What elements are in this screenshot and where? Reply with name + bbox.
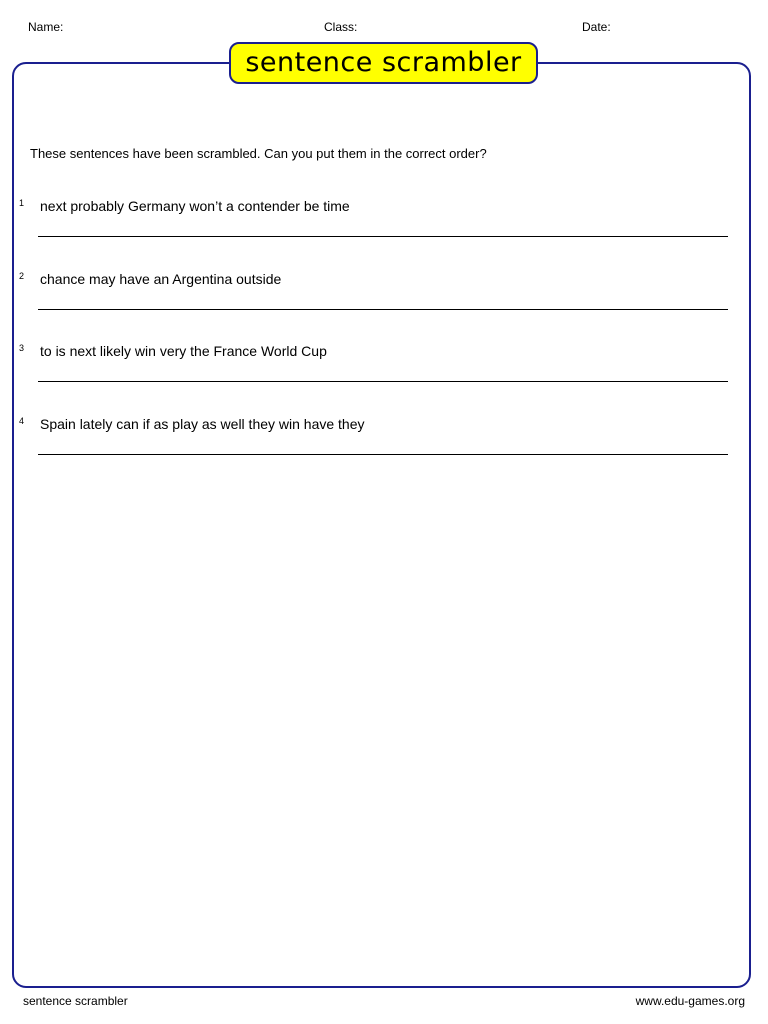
- worksheet-title: sentence scrambler: [229, 42, 538, 84]
- scrambled-sentence: next probably Germany won’t a contender be time: [40, 198, 350, 214]
- footer-title: sentence scrambler: [23, 994, 128, 1008]
- scrambled-sentence: to is next likely win very the France World Cup: [40, 343, 327, 359]
- scrambled-sentence: Spain lately can if as play as well they win have they: [40, 416, 365, 432]
- sentence-item: [0, 343, 768, 403]
- answer-line[interactable]: [38, 454, 728, 455]
- name-label: Name:: [28, 20, 64, 34]
- instructions-text: These sentences have been scrambled. Can you put them in the correct order?: [30, 146, 487, 161]
- scrambled-sentence: chance may have an Argentina outside: [40, 271, 282, 287]
- item-number: 1: [19, 198, 25, 208]
- item-number: 4: [19, 416, 25, 426]
- date-label: Date:: [582, 20, 611, 34]
- item-number: 3: [19, 343, 25, 353]
- item-number: 2: [19, 271, 25, 281]
- footer-website: www.edu-games.org: [635, 994, 745, 1008]
- sentence-item: [0, 416, 768, 476]
- answer-line[interactable]: [38, 309, 728, 310]
- answer-line[interactable]: [38, 236, 728, 237]
- sentence-item: [0, 271, 768, 331]
- answer-line[interactable]: [38, 381, 728, 382]
- class-label: Class:: [324, 20, 358, 34]
- sentence-item: [0, 198, 768, 258]
